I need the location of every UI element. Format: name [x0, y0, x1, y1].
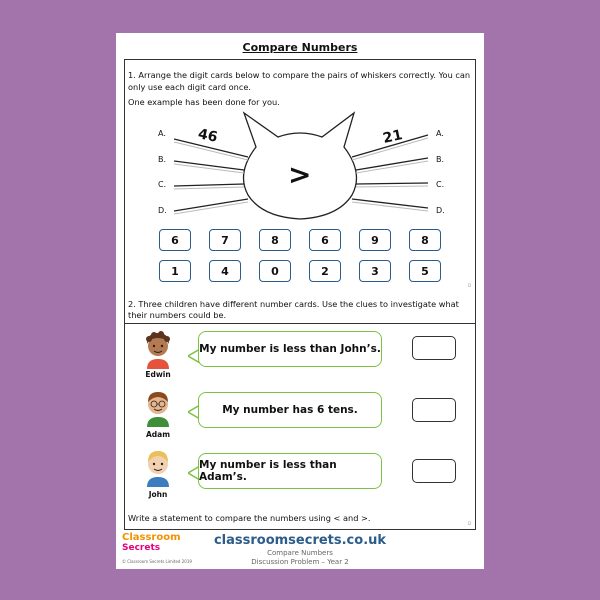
child-name-adam: Adam [145, 430, 171, 439]
digit-card[interactable]: 1 [159, 260, 191, 282]
copyright-text: © Classroom Secrets Limited 2019 [122, 559, 192, 564]
digit-card[interactable]: 6 [159, 229, 191, 251]
digit-card[interactable]: 5 [409, 260, 441, 282]
left-label-d: D. [158, 206, 167, 215]
example-left-number: 46 [196, 126, 219, 146]
digit-card[interactable]: 0 [259, 260, 291, 282]
q2-code: D [468, 521, 472, 526]
right-label-c: C. [436, 180, 445, 189]
digit-card[interactable]: 8 [409, 229, 441, 251]
digit-card[interactable]: 6 [309, 229, 341, 251]
logo-top-text: Classroom [122, 532, 181, 543]
right-label-d: D. [436, 206, 445, 215]
q1-instruction: 1. Arrange the digit cards below to compare the pairs of whiskers correctly. You can only use each digit card once. [128, 70, 471, 92]
example-greater-than-symbol: > [288, 158, 312, 191]
worksheet [116, 33, 484, 569]
left-label-b: B. [158, 155, 167, 164]
q2-final-instruction: Write a statement to compare the numbers using < and >. [128, 513, 371, 523]
left-label-c: C. [158, 180, 167, 189]
answer-box-john[interactable] [412, 459, 456, 483]
digit-card[interactable]: 2 [309, 260, 341, 282]
digit-card[interactable]: 4 [209, 260, 241, 282]
speech-bubble-edwin: My number is less than John’s. [198, 331, 382, 367]
worksheet-title: Compare Numbers [242, 41, 358, 54]
speech-bubble-john: My number is less than Adam’s. [198, 453, 382, 489]
child-name-edwin: Edwin [145, 370, 171, 379]
footer-topic: Compare Numbers [267, 549, 333, 557]
speech-bubble-adam: My number has 6 tens. [198, 392, 382, 428]
boy-curly-hair-icon [141, 329, 175, 369]
q1-code: D [468, 283, 472, 288]
answer-box-adam[interactable] [412, 398, 456, 422]
logo-bottom-text: Secrets [122, 543, 161, 553]
q2-instruction: 2. Three children have different number cards. Use the clues to investigate what their numbers could be. [128, 299, 459, 320]
digit-card[interactable]: 8 [259, 229, 291, 251]
answer-box-edwin[interactable] [412, 336, 456, 360]
example-right-number: 21 [381, 127, 404, 147]
digit-card[interactable]: 7 [209, 229, 241, 251]
boy-glasses-icon [141, 387, 175, 427]
q1-example-note: One example has been done for you. [128, 97, 280, 107]
footer-subtitle: Discussion Problem – Year 2 [251, 558, 349, 566]
left-label-a: A. [158, 129, 166, 138]
footer-url[interactable]: classroomsecrets.co.uk [213, 533, 387, 548]
right-label-b: B. [436, 155, 445, 164]
digit-card[interactable]: 9 [359, 229, 391, 251]
child-name-john: John [148, 490, 168, 499]
digit-card[interactable]: 3 [359, 260, 391, 282]
boy-blond-hair-icon [141, 447, 175, 487]
right-label-a: A. [436, 129, 444, 138]
